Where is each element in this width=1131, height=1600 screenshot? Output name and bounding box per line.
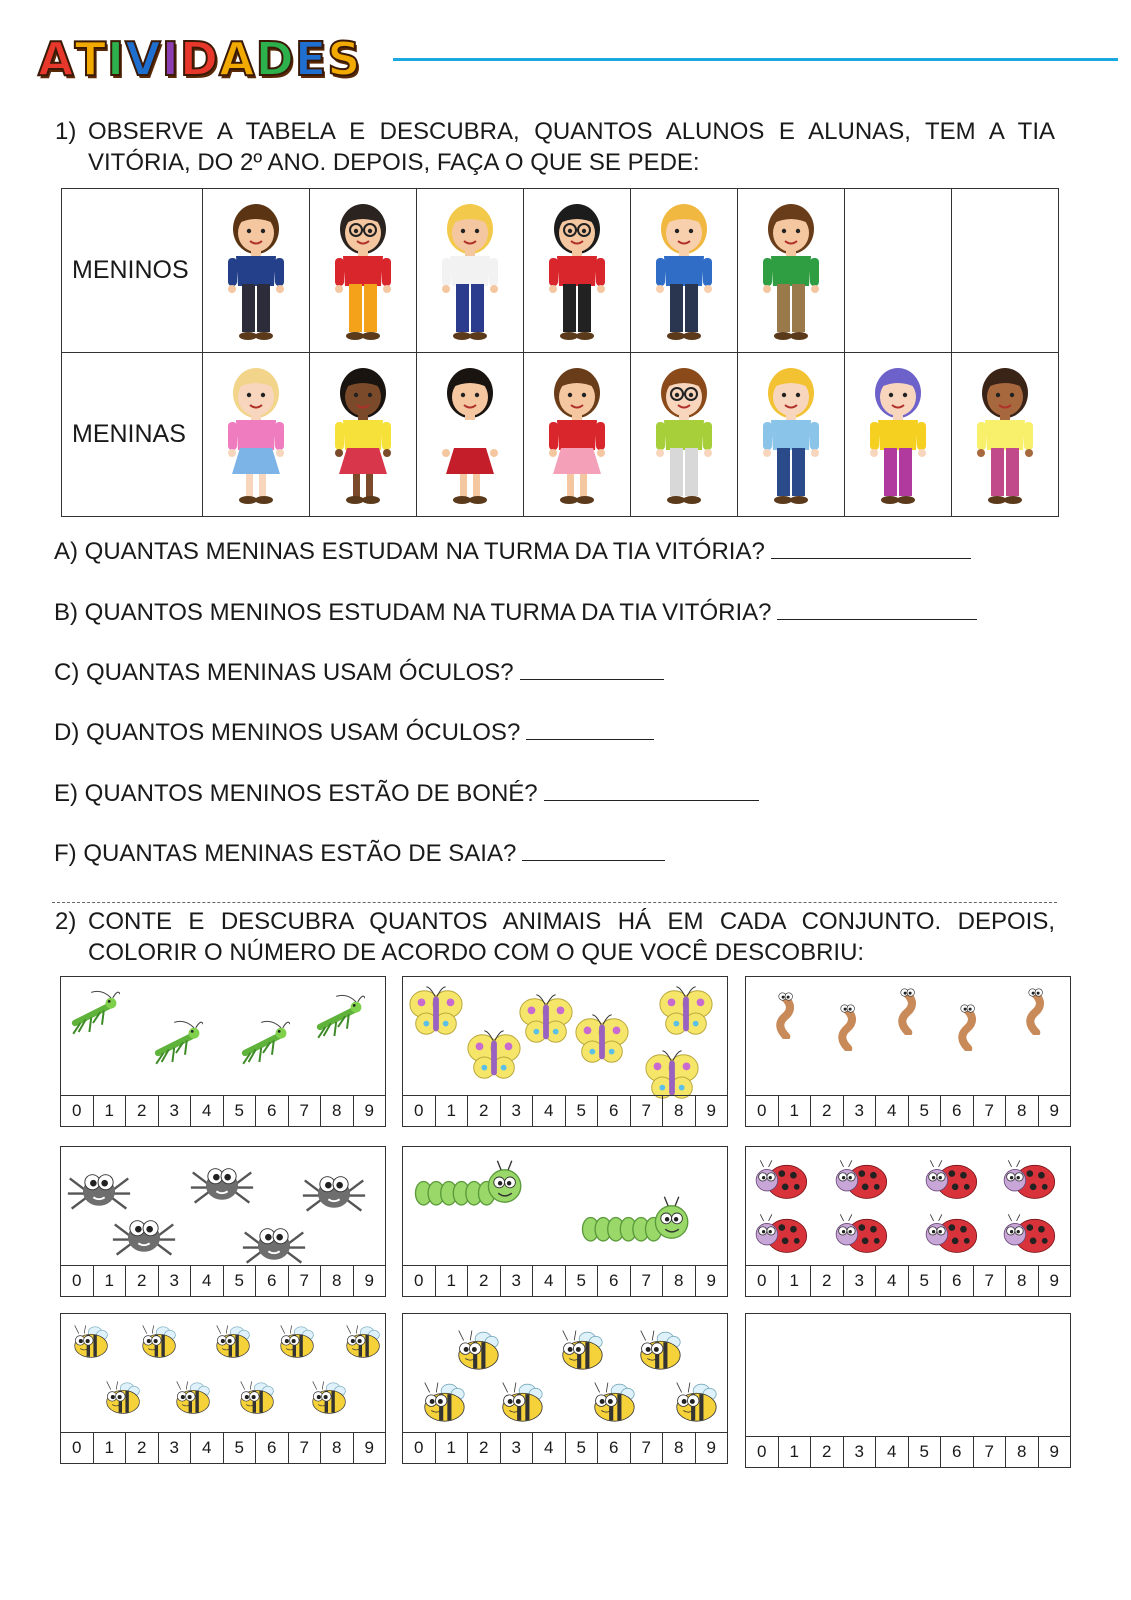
boy-cell: [524, 189, 631, 353]
number-cell[interactable]: 3: [843, 1096, 876, 1126]
sub-question: [54, 717, 654, 747]
question-1: [55, 116, 1055, 178]
number-cell[interactable]: 0: [757, 1271, 767, 1290]
number-cell[interactable]: 5: [908, 1266, 941, 1296]
number-cell[interactable]: 9: [695, 1266, 728, 1296]
animal-set-box: [745, 976, 1071, 1127]
bee-icon: [337, 1320, 385, 1366]
big-bee-icon: [491, 1376, 549, 1430]
boy-figure: [738, 196, 844, 346]
animal-picture-area: [746, 1147, 1070, 1265]
mantis-icon: [149, 1017, 203, 1076]
number-cell[interactable]: 4: [875, 1437, 908, 1467]
number-cell[interactable]: 9: [1038, 1437, 1071, 1467]
number-cell[interactable]: 2: [467, 1433, 500, 1463]
mantis-icon: [66, 987, 120, 1046]
animal-picture-area: [61, 1147, 385, 1265]
number-cell[interactable]: 4: [532, 1266, 565, 1296]
title-letter: S: [327, 32, 362, 86]
number-strip: [403, 1432, 727, 1463]
number-cell[interactable]: 0: [414, 1438, 424, 1457]
number-cell[interactable]: 7: [288, 1096, 321, 1126]
number-cell[interactable]: 9: [353, 1096, 386, 1126]
number-cell[interactable]: 3: [500, 1433, 533, 1463]
boy-cell: [631, 189, 738, 353]
sub-question-text: B) QUANTOS MENINOS ESTUDAM NA TURMA DA TIA VITÓRIA?: [54, 599, 772, 626]
animal-set-box: [745, 1313, 1071, 1468]
worm-icon: [882, 985, 932, 1040]
animal-set-box: [60, 1313, 386, 1464]
answer-blank[interactable]: [520, 657, 664, 680]
number-strip: [61, 1265, 385, 1296]
number-cell[interactable]: 5: [565, 1433, 598, 1463]
number-cell[interactable]: 4: [190, 1266, 223, 1296]
girl-figure: [524, 360, 630, 510]
butterfly-icon: [517, 991, 575, 1054]
number-cell[interactable]: 7: [288, 1266, 321, 1296]
girl-cell: [738, 353, 845, 517]
number-cell[interactable]: 3: [500, 1266, 533, 1296]
number-cell[interactable]: 7: [973, 1437, 1006, 1467]
header-rule: [393, 58, 1118, 61]
big-bee-icon: [629, 1324, 687, 1378]
number-cell[interactable]: 6: [940, 1096, 973, 1126]
number-cell[interactable]: 7: [288, 1433, 321, 1463]
sub-question: [54, 838, 665, 868]
bee-icon: [133, 1320, 181, 1366]
sub-question-text: C) QUANTAS MENINAS USAM ÓCULOS?: [54, 659, 514, 686]
number-cell[interactable]: 5: [908, 1096, 941, 1126]
butterfly-icon: [407, 983, 465, 1046]
sub-question-text: A) QUANTAS MENINAS ESTUDAM NA TURMA DA TIA VITÓRIA?: [54, 538, 765, 565]
number-cell[interactable]: 4: [532, 1096, 565, 1126]
girl-cell: [524, 353, 631, 517]
butterfly-icon: [465, 1027, 523, 1090]
ladybug-icon: [832, 1211, 890, 1262]
number-cell[interactable]: 5: [223, 1266, 256, 1296]
answer-blank[interactable]: [522, 838, 665, 861]
worm-icon: [760, 989, 810, 1044]
butterfly-icon: [657, 983, 715, 1046]
number-cell[interactable]: 7: [973, 1096, 1006, 1126]
number-cell[interactable]: 6: [940, 1437, 973, 1467]
number-cell[interactable]: 3: [843, 1266, 876, 1296]
ladybug-icon: [832, 1157, 890, 1208]
butterfly-icon: [573, 1011, 631, 1074]
ladybug-icon: [752, 1157, 810, 1208]
number-cell[interactable]: 4: [532, 1433, 565, 1463]
number-cell[interactable]: 9: [1038, 1096, 1071, 1126]
number-strip: [403, 1265, 727, 1296]
number-cell[interactable]: 1: [435, 1096, 468, 1126]
number-cell[interactable]: 6: [597, 1433, 630, 1463]
boy-figure: [203, 196, 309, 346]
number-cell[interactable]: 6: [255, 1433, 288, 1463]
number-cell[interactable]: 2: [125, 1096, 158, 1126]
number-cell[interactable]: 1: [778, 1437, 811, 1467]
animal-set-box: [60, 976, 386, 1127]
bee-icon: [65, 1320, 113, 1366]
number-cell[interactable]: 7: [630, 1096, 663, 1126]
number-cell[interactable]: 6: [940, 1266, 973, 1296]
question-1-number: 1): [55, 118, 77, 145]
bee-icon: [207, 1320, 255, 1366]
animal-set-box: [402, 976, 728, 1127]
caterpillar-icon: [578, 1195, 691, 1254]
number-cell[interactable]: 2: [810, 1096, 843, 1126]
number-cell[interactable]: 8: [1005, 1437, 1038, 1467]
number-cell[interactable]: 5: [565, 1096, 598, 1126]
bee-icon: [97, 1376, 145, 1422]
number-cell[interactable]: 9: [1038, 1266, 1071, 1296]
girl-figure: [631, 360, 737, 510]
animal-set-box: [402, 1146, 728, 1297]
girls-row: [62, 353, 1059, 517]
number-strip: [61, 1432, 385, 1463]
animal-set-box: [402, 1313, 728, 1464]
title-letter: V: [125, 32, 162, 86]
number-cell[interactable]: 0: [414, 1271, 424, 1290]
animal-picture-area: [746, 1314, 1070, 1432]
number-cell[interactable]: 1: [435, 1433, 468, 1463]
number-cell[interactable]: 5: [908, 1437, 941, 1467]
number-cell[interactable]: 0: [757, 1442, 767, 1461]
answer-blank[interactable]: [771, 536, 971, 559]
number-cell[interactable]: 4: [190, 1433, 223, 1463]
caterpillar-icon: [411, 1159, 524, 1218]
section-divider: [52, 902, 1057, 903]
number-cell[interactable]: 1: [778, 1266, 811, 1296]
number-strip: [746, 1436, 1070, 1467]
animal-picture-area: [403, 1314, 727, 1432]
girl-cell: [417, 353, 524, 517]
boy-figure: [417, 196, 523, 346]
boy-figure: [631, 196, 737, 346]
girl-figure: [845, 360, 951, 510]
students-table: [61, 188, 1059, 517]
number-cell[interactable]: 6: [255, 1266, 288, 1296]
number-cell[interactable]: 3: [158, 1096, 191, 1126]
number-cell[interactable]: 3: [158, 1433, 191, 1463]
sub-question-text: D) QUANTOS MENINOS USAM ÓCULOS?: [54, 719, 521, 746]
number-cell[interactable]: 2: [810, 1437, 843, 1467]
girl-figure: [310, 360, 416, 510]
ladybug-icon: [1000, 1211, 1058, 1262]
animal-picture-area: [61, 977, 385, 1095]
title-letter: T: [74, 32, 107, 86]
sub-question: [54, 778, 759, 808]
number-cell[interactable]: 8: [662, 1266, 695, 1296]
girl-cell: [631, 353, 738, 517]
number-cell[interactable]: 6: [255, 1096, 288, 1126]
question-2-text: CONTE E DESCUBRA QUANTOS ANIMAIS HÁ EM CADA CONJUNTO. DEPOIS, COLORIR O NÚMERO DE ACORDO COM O QUE VOCÊ DESCOBRIU:: [88, 908, 1055, 966]
number-cell[interactable]: 8: [320, 1096, 353, 1126]
bee-icon: [167, 1376, 215, 1422]
girl-cell: [203, 353, 310, 517]
animal-picture-area: [746, 977, 1070, 1095]
boy-figure: [310, 196, 416, 346]
number-cell[interactable]: 7: [973, 1266, 1006, 1296]
number-cell[interactable]: 9: [695, 1096, 728, 1126]
mantis-icon: [311, 991, 365, 1050]
worm-icon: [1010, 985, 1060, 1040]
number-cell[interactable]: 6: [597, 1266, 630, 1296]
answer-blank[interactable]: [526, 717, 654, 740]
girl-figure: [417, 360, 523, 510]
sub-question: [54, 536, 971, 566]
number-cell[interactable]: 5: [565, 1266, 598, 1296]
number-cell[interactable]: 7: [630, 1266, 663, 1296]
sub-question-text: E) QUANTOS MENINOS ESTÃO DE BONÉ?: [54, 780, 538, 807]
question-2-number: 2): [55, 908, 77, 935]
boy-figure: [524, 196, 630, 346]
number-strip: [403, 1095, 727, 1126]
spider-icon: [301, 1155, 367, 1226]
header: [38, 32, 1118, 92]
worm-icon: [822, 1001, 872, 1056]
mantis-icon: [236, 1017, 290, 1076]
number-cell[interactable]: 8: [320, 1433, 353, 1463]
number-cell[interactable]: 4: [190, 1096, 223, 1126]
bee-icon: [231, 1376, 279, 1422]
animal-picture-area: [61, 1314, 385, 1432]
title-letter: A: [38, 32, 75, 86]
number-cell[interactable]: 5: [223, 1096, 256, 1126]
number-cell[interactable]: 8: [1005, 1266, 1038, 1296]
boy-cell: [417, 189, 524, 353]
page-title: [38, 32, 361, 86]
bee-icon: [303, 1376, 351, 1422]
title-letter: D: [179, 32, 220, 86]
number-cell[interactable]: 5: [223, 1433, 256, 1463]
number-cell[interactable]: 2: [810, 1266, 843, 1296]
big-bee-icon: [583, 1376, 641, 1430]
number-cell[interactable]: 8: [662, 1096, 695, 1126]
number-cell[interactable]: 0: [72, 1271, 82, 1290]
number-cell[interactable]: 2: [125, 1433, 158, 1463]
title-letter: I: [161, 32, 180, 86]
bee-icon: [271, 1320, 319, 1366]
ladybug-icon: [752, 1211, 810, 1262]
girl-cell: [952, 353, 1059, 517]
empty-cell: [845, 189, 952, 353]
row-label-boys: MENINOS: [62, 189, 203, 353]
number-cell[interactable]: 2: [467, 1096, 500, 1126]
girl-figure: [203, 360, 309, 510]
number-cell[interactable]: 9: [695, 1433, 728, 1463]
boy-cell: [738, 189, 845, 353]
number-cell[interactable]: 4: [875, 1266, 908, 1296]
answer-blank[interactable]: [777, 597, 977, 620]
number-cell[interactable]: 4: [875, 1096, 908, 1126]
spider-icon: [111, 1199, 177, 1270]
animal-picture-area: [403, 977, 727, 1095]
number-strip: [746, 1265, 1070, 1296]
animal-set-box: [745, 1146, 1071, 1297]
number-cell[interactable]: 0: [414, 1101, 424, 1120]
number-strip: [61, 1095, 385, 1126]
title-letter: E: [294, 32, 328, 86]
number-cell[interactable]: 2: [467, 1266, 500, 1296]
animal-set-box: [60, 1146, 386, 1297]
number-cell[interactable]: 3: [500, 1096, 533, 1126]
ladybug-icon: [922, 1157, 980, 1208]
sub-question: [54, 657, 664, 687]
big-bee-icon: [665, 1376, 723, 1430]
number-strip: [746, 1095, 1070, 1126]
title-letter: D: [255, 32, 295, 86]
number-cell[interactable]: 9: [353, 1433, 386, 1463]
girl-figure: [952, 360, 1058, 510]
big-bee-icon: [447, 1324, 505, 1378]
worm-icon: [942, 1001, 992, 1056]
number-cell[interactable]: 8: [662, 1433, 695, 1463]
answer-blank[interactable]: [544, 778, 759, 801]
number-cell[interactable]: 1: [93, 1433, 126, 1463]
number-cell[interactable]: 0: [757, 1101, 767, 1120]
girl-figure: [738, 360, 844, 510]
number-cell[interactable]: 9: [353, 1266, 386, 1296]
animal-picture-area: [403, 1147, 727, 1265]
ladybug-icon: [922, 1211, 980, 1262]
ladybug-icon: [1000, 1157, 1058, 1208]
number-cell[interactable]: 0: [72, 1101, 82, 1120]
number-cell[interactable]: 7: [630, 1433, 663, 1463]
question-2: [55, 906, 1055, 968]
big-bee-icon: [413, 1376, 471, 1430]
number-cell[interactable]: 1: [778, 1096, 811, 1126]
number-cell[interactable]: 1: [435, 1266, 468, 1296]
number-cell[interactable]: 1: [93, 1096, 126, 1126]
boy-cell: [203, 189, 310, 353]
number-cell[interactable]: 8: [320, 1266, 353, 1296]
big-bee-icon: [551, 1324, 609, 1378]
number-cell[interactable]: 3: [843, 1437, 876, 1467]
number-cell[interactable]: 0: [72, 1438, 82, 1457]
number-cell[interactable]: 6: [597, 1096, 630, 1126]
question-1-text: OBSERVE A TABELA E DESCUBRA, QUANTOS ALUNOS E ALUNAS, TEM A TIA VITÓRIA, DO 2º ANO. DEPOIS, FAÇA O QUE SE PEDE:: [88, 118, 1055, 176]
boys-row: [62, 189, 1059, 353]
boy-cell: [310, 189, 417, 353]
title-letter: I: [107, 32, 126, 86]
row-label-girls: MENINAS: [62, 353, 203, 517]
number-cell[interactable]: 2: [125, 1266, 158, 1296]
number-cell[interactable]: 8: [1005, 1096, 1038, 1126]
title-letter: A: [219, 32, 256, 86]
number-cell[interactable]: 3: [158, 1266, 191, 1296]
girl-cell: [310, 353, 417, 517]
sub-question-text: F) QUANTAS MENINAS ESTÃO DE SAIA?: [54, 840, 517, 867]
girl-cell: [845, 353, 952, 517]
sub-question: [54, 597, 977, 627]
number-cell[interactable]: 1: [93, 1266, 126, 1296]
empty-cell: [952, 189, 1059, 353]
